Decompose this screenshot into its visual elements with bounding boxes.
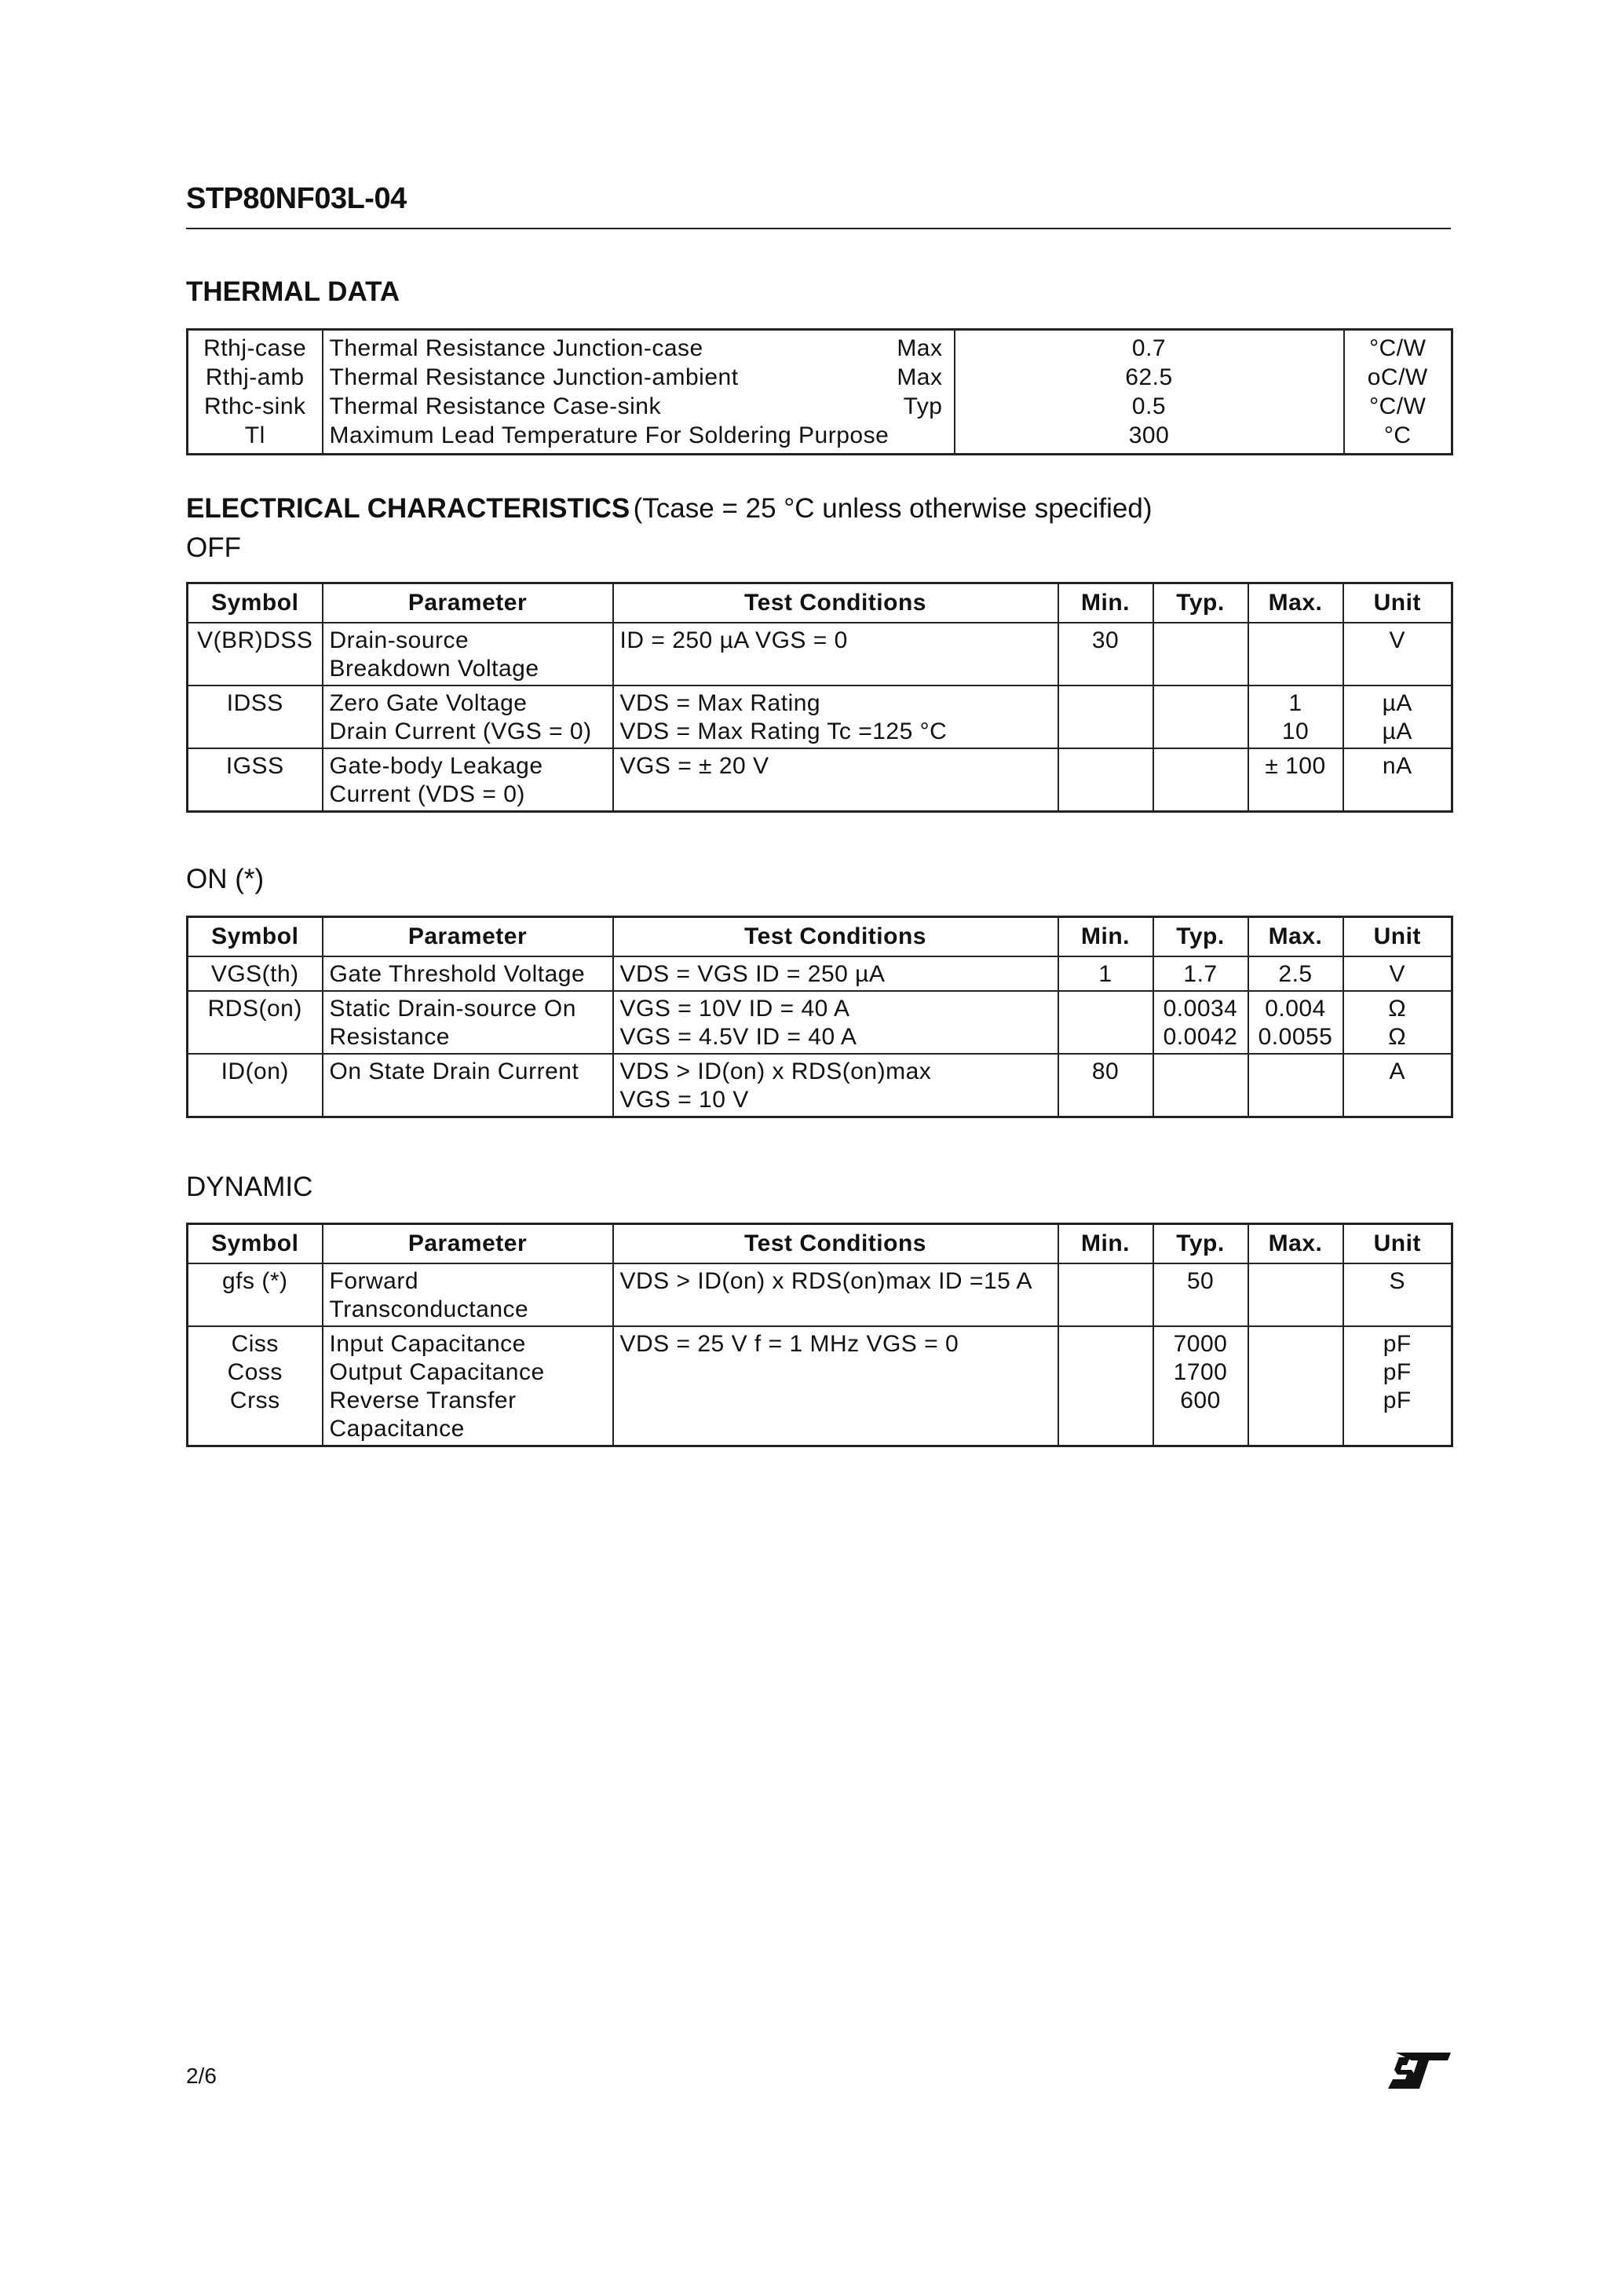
cell-line: 600 — [1180, 1387, 1221, 1413]
cell-param — [323, 1054, 613, 1117]
cell-line: A — [1389, 1058, 1405, 1084]
off-section-title: OFF — [186, 532, 241, 563]
cell-max — [1248, 1054, 1343, 1117]
cell-line: On State Drain Current — [329, 1058, 579, 1084]
cell-symbol — [188, 956, 323, 991]
on-table — [186, 916, 1453, 1118]
cell-line: 1.7 — [1183, 961, 1218, 987]
cell-line: Forward — [329, 1268, 419, 1294]
cell-line: Ω — [1388, 996, 1407, 1022]
table-header-row — [188, 583, 1452, 623]
cell-unit — [1343, 1263, 1452, 1326]
cell-line: Drain-source — [329, 627, 469, 653]
header-unit: Unit — [1343, 583, 1452, 623]
cell-param — [323, 686, 613, 748]
thermal-qualifier: Typ — [903, 393, 943, 419]
cell-line: Static Drain-source On — [329, 996, 576, 1022]
table-row — [188, 1263, 1452, 1326]
thermal-row — [188, 330, 1452, 364]
cell-line: ± 100 — [1265, 753, 1326, 779]
thermal-row — [188, 363, 1452, 392]
cell-line — [1255, 1267, 1336, 1296]
cell-test — [613, 1263, 1058, 1326]
cell-min — [1058, 1054, 1153, 1117]
thermal-row — [188, 421, 1452, 455]
cell-line: Resistance — [329, 1024, 450, 1050]
cell-line: VDS = Max Rating Tc =125 °C — [619, 718, 948, 744]
cell-line: VGS = 10V ID = 40 A — [619, 996, 850, 1022]
table-row — [188, 1054, 1452, 1117]
cell-line: Transconductance — [329, 1296, 529, 1322]
table-row — [188, 686, 1452, 748]
cell-line: pF — [1383, 1331, 1412, 1357]
cell-line — [1065, 689, 1146, 718]
cell-line: nA — [1382, 753, 1412, 779]
thermal-value: 0.7 — [955, 330, 1344, 364]
cell-unit — [1343, 1054, 1452, 1117]
cell-symbol — [188, 748, 323, 812]
cell-line: RDS(on) — [207, 996, 302, 1022]
cell-line: V — [1389, 627, 1405, 653]
header-test: Test Conditions — [613, 583, 1058, 623]
thermal-symbol: Rthj-amb — [188, 363, 323, 392]
cell-min — [1058, 623, 1153, 686]
cell-line: 10 — [1281, 718, 1310, 744]
header-parameter: Parameter — [323, 1224, 613, 1264]
cell-typ — [1153, 1054, 1248, 1117]
header-symbol: Symbol — [188, 583, 323, 623]
cell-typ — [1153, 1263, 1248, 1326]
header-min: Min. — [1058, 1224, 1153, 1264]
cell-line — [1065, 752, 1146, 781]
header-typ: Typ. — [1153, 917, 1248, 957]
cell-line: IGSS — [225, 753, 284, 779]
off-table — [186, 582, 1453, 813]
cell-line: Gate-body Leakage — [329, 753, 543, 779]
table-row — [188, 956, 1452, 991]
cell-param — [323, 1263, 613, 1326]
table-row — [188, 991, 1452, 1054]
table-header-row — [188, 917, 1452, 957]
cell-test — [613, 686, 1058, 748]
thermal-unit: °C — [1344, 421, 1452, 455]
dynamic-section-title: DYNAMIC — [186, 1172, 313, 1202]
cell-test — [613, 1054, 1058, 1117]
cell-test — [613, 956, 1058, 991]
cell-line: Input Capacitance — [329, 1331, 526, 1357]
cell-unit — [1343, 748, 1452, 812]
cell-symbol — [188, 1054, 323, 1117]
cell-line: ID = 250 µA VGS = 0 — [619, 627, 848, 653]
cell-line: IDSS — [226, 690, 283, 716]
header-test: Test Conditions — [613, 1224, 1058, 1264]
cell-line — [1065, 1330, 1146, 1358]
cell-line — [1255, 1330, 1336, 1358]
cell-line — [1160, 627, 1241, 655]
cell-line: Drain Current (VGS = 0) — [329, 718, 592, 744]
dynamic-table — [186, 1223, 1453, 1447]
thermal-qualifier: Max — [897, 335, 943, 361]
cell-line: Coss — [227, 1359, 283, 1385]
cell-min — [1058, 1263, 1153, 1326]
header-min: Min. — [1058, 917, 1153, 957]
cell-line: VDS > ID(on) x RDS(on)max ID =15 A — [619, 1268, 1033, 1294]
cell-typ — [1153, 991, 1248, 1054]
cell-max — [1248, 1263, 1343, 1326]
cell-param — [323, 623, 613, 686]
cell-min — [1058, 956, 1153, 991]
cell-test — [613, 748, 1058, 812]
cell-typ — [1153, 623, 1248, 686]
thermal-unit: °C/W — [1344, 392, 1452, 421]
cell-line: VGS = 10 V — [619, 1087, 749, 1113]
cell-unit — [1343, 623, 1452, 686]
cell-param — [323, 956, 613, 991]
header-symbol: Symbol — [188, 917, 323, 957]
thermal-parameter — [323, 330, 955, 364]
thermal-parameter-text: Maximum Lead Temperature For Soldering Purpose — [329, 422, 890, 448]
cell-line: 1 — [1098, 961, 1112, 987]
header-parameter: Parameter — [323, 583, 613, 623]
cell-line: VGS = ± 20 V — [619, 753, 769, 779]
cell-symbol — [188, 1263, 323, 1326]
electrical-characteristics-title: ELECTRICAL CHARACTERISTICS — [186, 493, 630, 524]
cell-typ — [1153, 748, 1248, 812]
cell-min — [1058, 686, 1153, 748]
cell-max — [1248, 623, 1343, 686]
table-row — [188, 1326, 1452, 1446]
cell-line: pF — [1383, 1359, 1412, 1385]
cell-max — [1248, 748, 1343, 812]
cell-typ — [1153, 686, 1248, 748]
cell-line: V — [1389, 961, 1405, 987]
on-section-title: ON (*) — [186, 864, 265, 894]
cell-line: Zero Gate Voltage — [329, 690, 528, 716]
cell-line: VDS = 25 V f = 1 MHz VGS = 0 — [619, 1331, 959, 1357]
thermal-parameter-text: Thermal Resistance Case-sink — [329, 393, 661, 419]
header-typ: Typ. — [1153, 583, 1248, 623]
cell-param — [323, 991, 613, 1054]
cell-line: VGS = 4.5V ID = 40 A — [619, 1024, 857, 1050]
thermal-symbol: Rthc-sink — [188, 392, 323, 421]
cell-line — [1160, 1058, 1241, 1086]
cell-line: VDS > ID(on) x RDS(on)max — [619, 1058, 932, 1084]
thermal-symbol: Rthj-case — [188, 330, 323, 364]
thermal-parameter-text: Thermal Resistance Junction-case — [329, 335, 703, 361]
header-max: Max. — [1248, 917, 1343, 957]
cell-min — [1058, 1326, 1153, 1446]
electrical-conditions: (Tcase = 25 °C unless otherwise specified) — [633, 493, 1153, 524]
cell-line: Ω — [1388, 1024, 1407, 1050]
header-parameter: Parameter — [323, 917, 613, 957]
cell-line: 2.5 — [1278, 961, 1313, 987]
cell-line — [1255, 627, 1336, 655]
thermal-value: 62.5 — [955, 363, 1344, 392]
cell-max — [1248, 956, 1343, 991]
thermal-symbol: Tl — [188, 421, 323, 455]
cell-line: S — [1389, 1268, 1405, 1294]
cell-unit — [1343, 686, 1452, 748]
header-min: Min. — [1058, 583, 1153, 623]
cell-line: V(BR)DSS — [197, 627, 313, 653]
header-rule — [186, 228, 1451, 229]
cell-symbol — [188, 1326, 323, 1446]
cell-line — [1065, 1267, 1146, 1296]
thermal-parameter — [323, 363, 955, 392]
cell-line: 30 — [1091, 627, 1120, 653]
cell-line: Ciss — [231, 1331, 279, 1357]
cell-max — [1248, 991, 1343, 1054]
table-row — [188, 748, 1452, 812]
cell-line: Current (VDS = 0) — [329, 781, 525, 807]
cell-line: Reverse Transfer — [329, 1387, 517, 1413]
cell-line: ID(on) — [221, 1058, 289, 1084]
header-test: Test Conditions — [613, 917, 1058, 957]
cell-param — [323, 748, 613, 812]
st-logo-icon — [1388, 2053, 1451, 2089]
cell-min — [1058, 991, 1153, 1054]
header-max: Max. — [1248, 583, 1343, 623]
cell-line — [1160, 752, 1241, 781]
cell-symbol — [188, 686, 323, 748]
cell-symbol — [188, 991, 323, 1054]
thermal-parameter-text: Thermal Resistance Junction-ambient — [329, 364, 739, 390]
cell-test — [613, 991, 1058, 1054]
cell-line: 1700 — [1173, 1359, 1228, 1385]
cell-line: 80 — [1091, 1058, 1120, 1084]
cell-line: Crss — [229, 1387, 280, 1413]
cell-line: 0.0034 — [1163, 996, 1238, 1022]
thermal-parameter — [323, 421, 955, 455]
header-unit: Unit — [1343, 1224, 1452, 1264]
cell-line: 7000 — [1173, 1331, 1228, 1357]
cell-line: Breakdown Voltage — [329, 656, 539, 682]
cell-max — [1248, 686, 1343, 748]
thermal-row — [188, 392, 1452, 421]
cell-line: Capacitance — [329, 1416, 465, 1442]
cell-unit — [1343, 956, 1452, 991]
cell-line: µA — [1382, 690, 1412, 716]
header-max: Max. — [1248, 1224, 1343, 1264]
header-typ: Typ. — [1153, 1224, 1248, 1264]
cell-line: µA — [1382, 718, 1412, 744]
cell-line — [1065, 995, 1146, 1023]
thermal-value: 0.5 — [955, 392, 1344, 421]
thermal-unit: oC/W — [1344, 363, 1452, 392]
cell-line: pF — [1383, 1387, 1412, 1413]
cell-param — [323, 1326, 613, 1446]
thermal-unit: °C/W — [1344, 330, 1452, 364]
cell-line: 0.0042 — [1163, 1024, 1238, 1050]
cell-unit — [1343, 1326, 1452, 1446]
thermal-data-title: THERMAL DATA — [186, 276, 400, 307]
cell-line: gfs (*) — [221, 1268, 288, 1294]
cell-line: VDS = Max Rating — [619, 690, 821, 716]
cell-line: 1 — [1288, 690, 1302, 716]
page-number: 2/6 — [186, 2064, 217, 2088]
electrical-characteristics-heading — [186, 493, 1153, 525]
cell-line: 50 — [1186, 1268, 1215, 1294]
header-unit: Unit — [1343, 917, 1452, 957]
thermal-qualifier: Max — [897, 364, 943, 390]
cell-line: Output Capacitance — [329, 1359, 545, 1385]
cell-line: VDS = VGS ID = 250 µA — [619, 961, 886, 987]
cell-line: 0.004 — [1265, 996, 1326, 1022]
part-number: STP80NF03L-04 — [186, 182, 407, 215]
cell-symbol — [188, 623, 323, 686]
cell-typ — [1153, 956, 1248, 991]
cell-typ — [1153, 1326, 1248, 1446]
cell-line: VGS(th) — [210, 961, 299, 987]
cell-max — [1248, 1326, 1343, 1446]
cell-line — [1255, 1058, 1336, 1086]
cell-min — [1058, 748, 1153, 812]
cell-line — [1160, 689, 1241, 718]
table-row — [188, 623, 1452, 686]
thermal-value: 300 — [955, 421, 1344, 455]
thermal-parameter — [323, 392, 955, 421]
table-header-row — [188, 1224, 1452, 1264]
cell-line: Gate Threshold Voltage — [329, 961, 586, 987]
thermal-data-table — [186, 328, 1453, 455]
cell-test — [613, 623, 1058, 686]
cell-line: 0.0055 — [1258, 1024, 1333, 1050]
header-symbol: Symbol — [188, 1224, 323, 1264]
cell-test — [613, 1326, 1058, 1446]
cell-unit — [1343, 991, 1452, 1054]
